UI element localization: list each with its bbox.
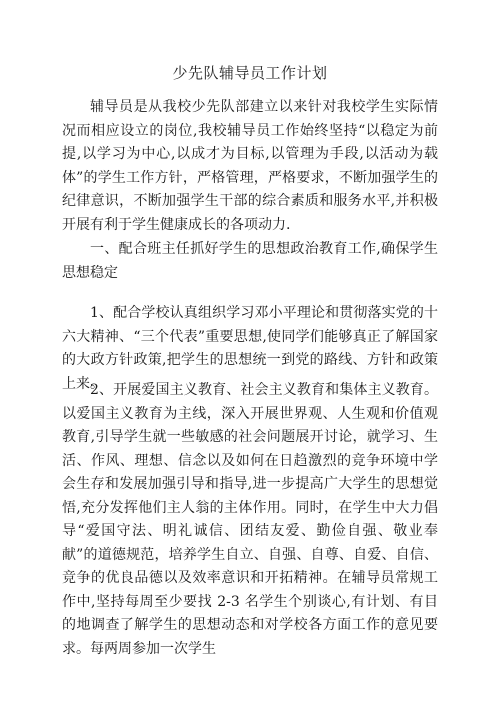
intro-paragraph: 辅导员是从我校少先队部建立以来针对我校学生实际情况而相应设立的岗位,我校辅导员工作始终坚持“以稳定为前提,以学习为中心,以成才为目标,以管理为手段,以活动为载体”的学生工作方针，严格管理，严格要求，不断加强学生的纪律意识，不断加强学生干部的综合素质和服务水平,并积极开展有利于学生健康成长的各项动力. (62, 99, 438, 233)
section-heading-1: 一、配合班主任抓好学生的思想政治教育工作,确保学生思想稳定 (62, 241, 438, 281)
document-title: 少先队辅导员工作计划 (172, 64, 328, 82)
item-paragraph-2: 2、开展爱国主义教育、社会主义教育和集体主义教育。以爱国主义教育为主线，深入开展世界观、人生观和价值观教育,引导学生就一些敏感的社会问题展开讨论，就学习、生活、作风、理想、信念以及如何在日趋激烈的竞争环境中学会生存和发展加强引导和指导,进一步提高广大学生的思想觉悟,充分发挥他们主人翁的主体作用。同时，在学生中大力倡导“爱国守法、明礼诚信、团结友爱、勤俭自强、敬业奉献”的道德规范，培养学生自立、自强、自尊、自爱、自信、竞争的优良品德以及效率意识和开拓精神。在辅导员常规工作中,坚持每周至少要找 2-3 名学生个别谈心,有计划、有目的地调查了解学生的思想动态和对学校各方面工作的意见要求。每两周参加一次学生 (62, 382, 438, 657)
item-paragraph-1: 1、配合学校认真组织学习邓小平理论和贯彻落实党的十六大精神、“三个代表”重要思想,使同学们能够真正了解国家的大政方针政策,把学生的思想统一到党的路线、方针和政策上来。 (62, 305, 438, 392)
